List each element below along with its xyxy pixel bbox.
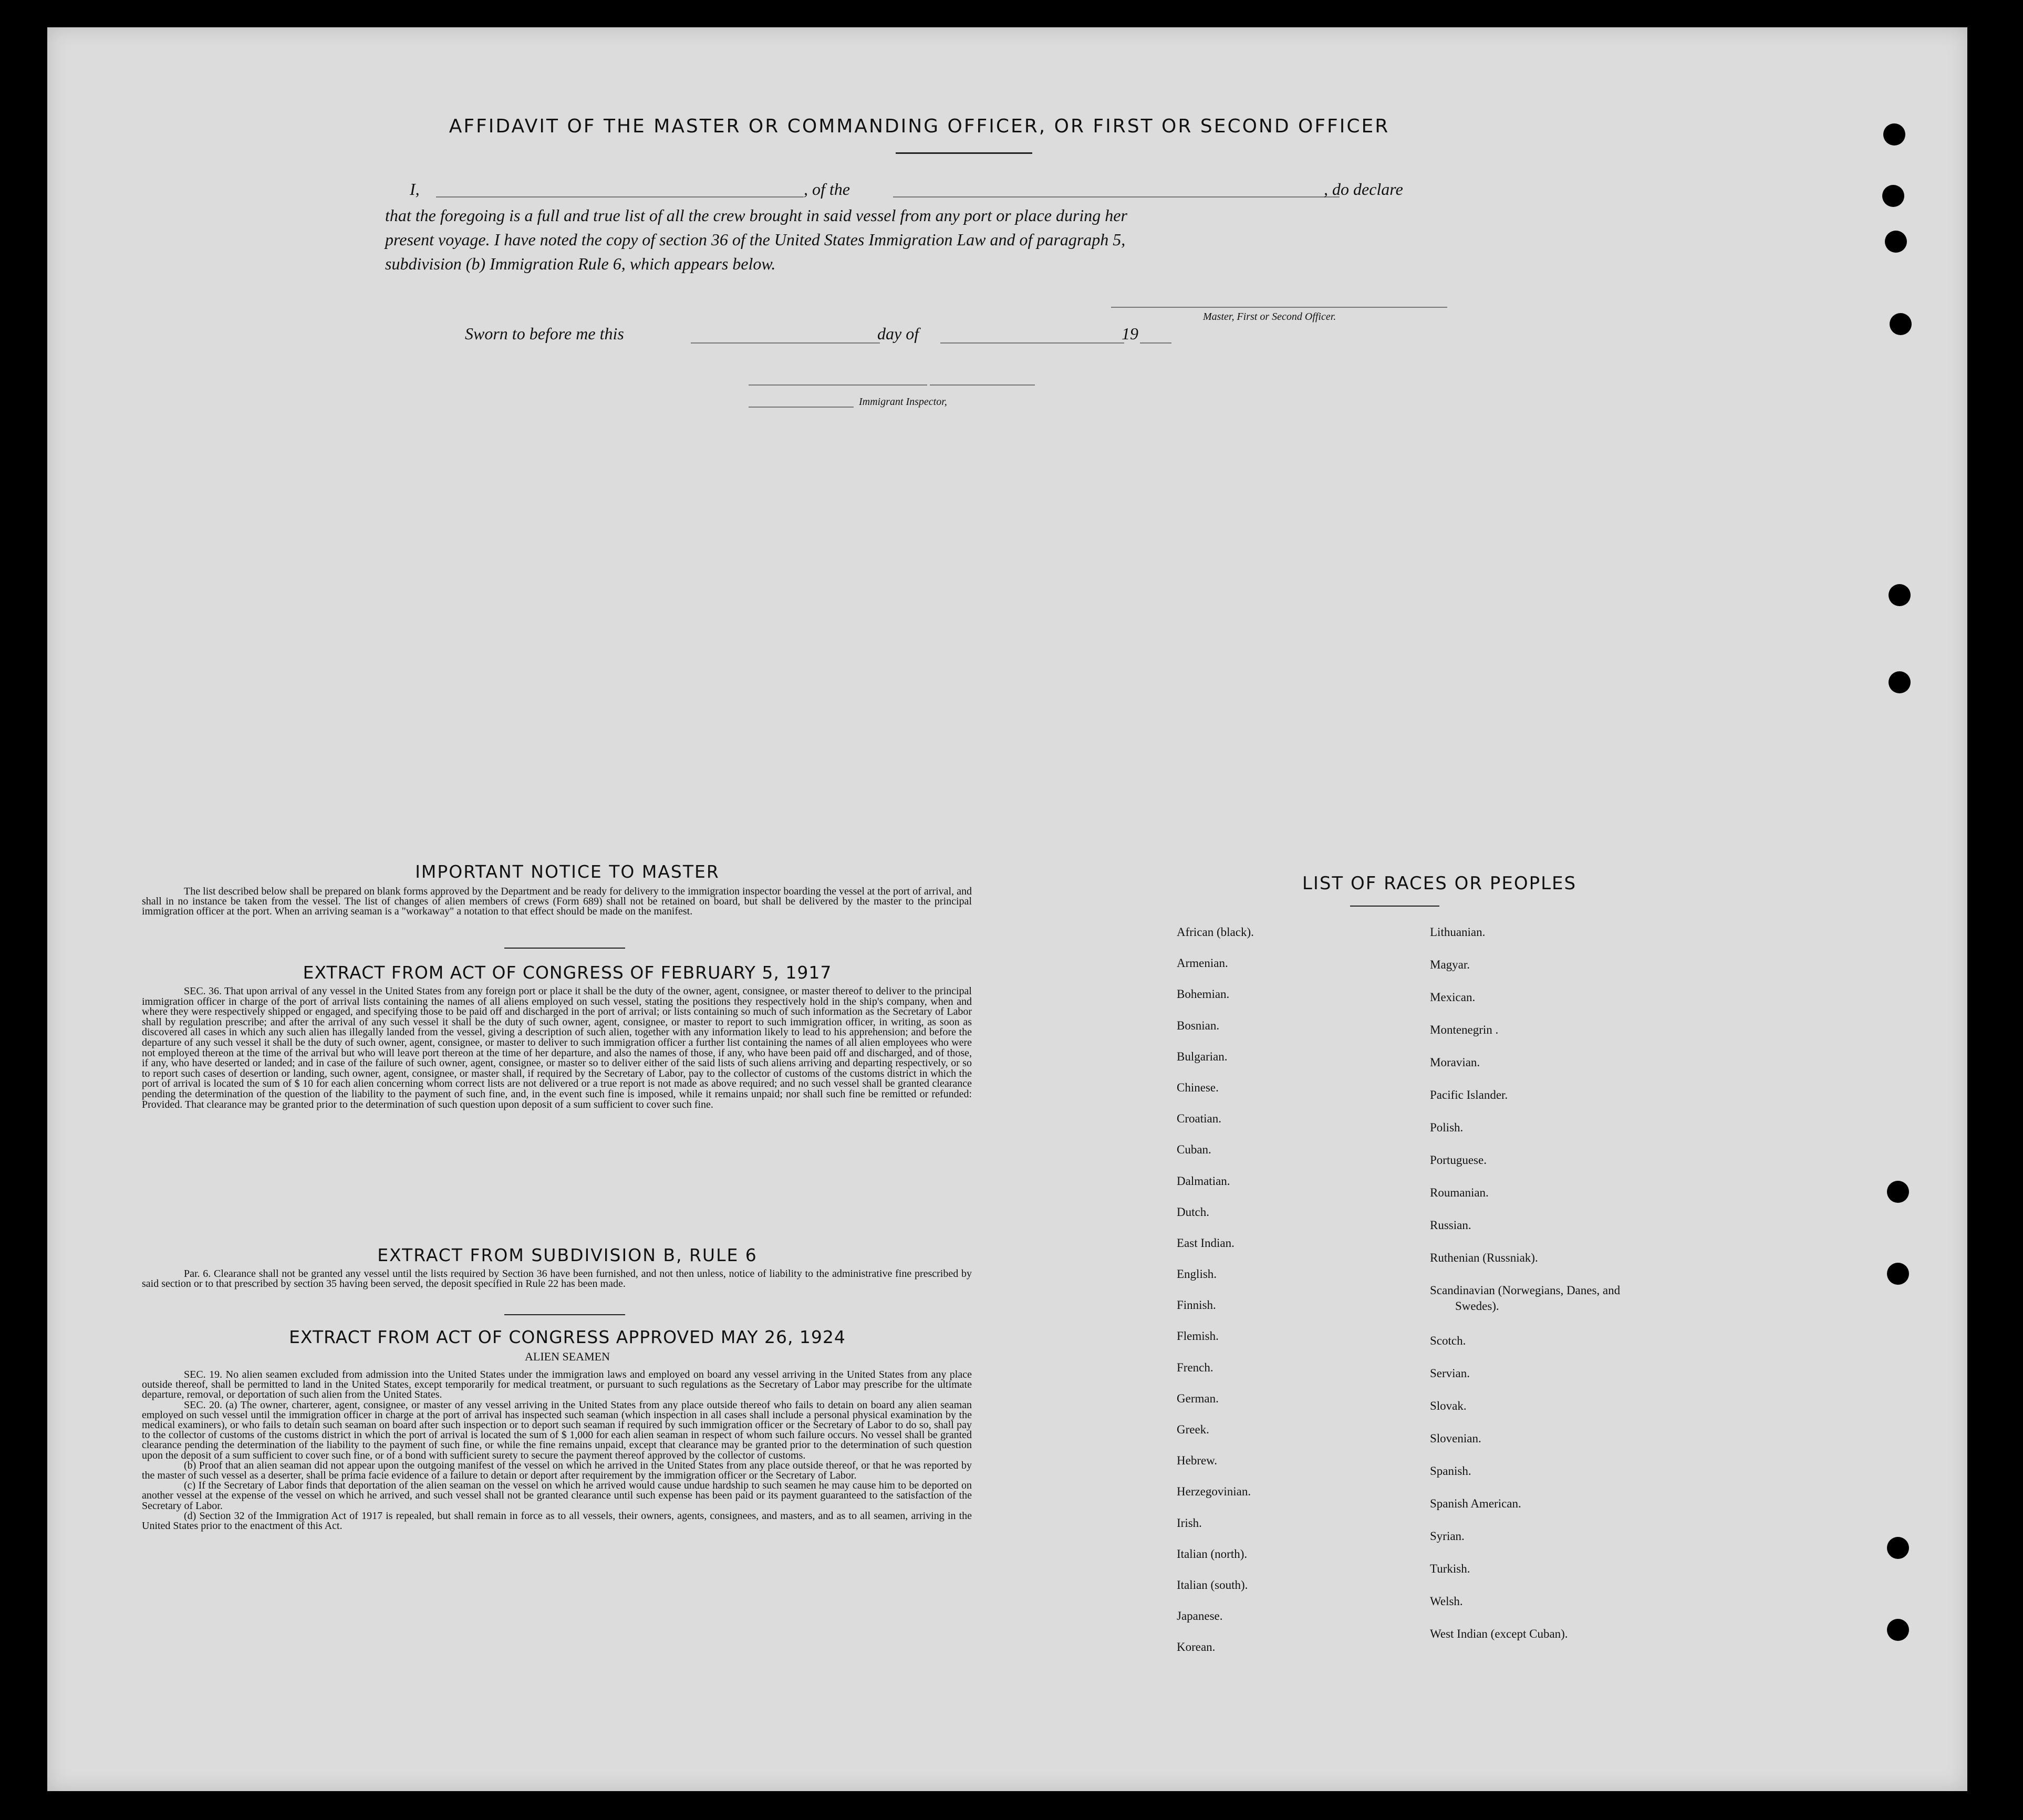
race-item: African (black). [1177, 925, 1254, 939]
sec-20a-text: SEC. 20. (a) The owner, charterer, agent, consignee, or master of any vessel arriving in the United States from any place outside thereof who fails to detain on board any alien seaman employed on such vessel until the immigration officer in charge at the port of arrival has inspected such seaman (which inspection in all cases shall include a personal physical examination by the medical examiners), or who fails to detain such seaman on board after such inspection or to deport such seaman if required by such immigration officer or the Secretary of Labor to do so, shall pay to the collector of customs of the customs district in which the port of arrival is located the sum of $ 1,000 for each alien seaman in respect of whom such failure occurs. No vessel shall be granted clearance pending the determination of the liability to the payment of such fine, or while the fine remains unpaid, except that clearance may be granted prior to the determination of such question upon the deposit of a sum sufficient to cover such fine, or of a bond with sufficient surety to secure the payment thereof approved by the collector of customs. [142, 1399, 972, 1461]
race-item: Dalmatian. [1177, 1174, 1230, 1188]
punch-hole [1887, 1537, 1909, 1559]
affidavit-declaration [385, 203, 1446, 276]
extract-1924-body [142, 1370, 972, 1531]
race-item: Roumanian. [1430, 1186, 1489, 1199]
races-title-underline [1350, 906, 1439, 907]
races-column-1 [1177, 924, 1408, 1671]
race-item: Bohemian. [1177, 987, 1230, 1001]
extract-1924-title: EXTRACT FROM ACT OF CONGRESS APPROVED MAY 26, 1924 [289, 1327, 846, 1347]
punch-hole [1887, 1263, 1909, 1285]
notice-divider [504, 948, 625, 949]
race-item: Montenegrin . [1430, 1023, 1499, 1036]
race-item: Scandinavian (Norwegians, Danes, and Swedes). [1430, 1284, 1621, 1313]
race-item: Korean. [1177, 1640, 1216, 1654]
race-item: Scotch. [1430, 1334, 1466, 1347]
title-underline [896, 152, 1032, 154]
rule6-text: Par. 6. Clearance shall not be granted any vessel until the lists required by Section 36 have been furnished, and not then unless, notice of liability to the administrative fine prescribed by said section or to that prescribed by section 35 having been served, the deposit specified in Rule 22 has been made. [142, 1268, 972, 1289]
sec-20d-text: (d) Section 32 of the Immigration Act of 1917 is repealed, but shall remain in force as to all vessels, their owners, agents, consignees, and masters, and as to all seamen, arriving in the United States prior to the enactment of this Act. [142, 1510, 972, 1532]
punch-hole [1883, 123, 1905, 145]
race-item: French. [1177, 1360, 1213, 1374]
race-item: Pacific Islander. [1430, 1088, 1508, 1101]
rule6-divider [504, 1314, 625, 1315]
race-item: Polish. [1430, 1121, 1464, 1134]
race-item: Cuban. [1177, 1143, 1211, 1157]
immigrant-inspector-label: Immigrant Inspector, [859, 396, 947, 408]
extract-1917-text: SEC. 36. That upon arrival of any vessel in the United States from any foreign port or place it shall be the duty of the owner, agent, consignee, or master thereof to deliver to the principal immigration officer in charge of the port of arrival lists containing the names of all aliens employed on such vessel, stating the positions they respectively hold in the ship's company, when and where they were respectively shipped or engaged, and specifying those to be paid off and discharged in the port of arrival; or lists containing so much of such information as the Secretary of Labor shall by regulation prescribe; and after the arrival of any such vessel it shall be the duty of such owner, agent, consignee, or master to report to such immigration officer, in writing, as soon as discovered all cases in which any such alien has illegally landed from the vessel, giving a description of such alien, together with any information likely to lead to his apprehension; and before the departure of any such vessel it shall be the duty of such owner, agent, consignee, or master to deliver to such immigration officer a further list containing the names of all alien employees who were not employed thereon at the time of the arrival but who will leave port thereon at the time of her departure, and also the names of those, if any, who have been paid off and discharged, and of those, if any, who have deserted or landed; and in case of the failure of such owner, agent, consignee, or master so to deliver either of the said lists of such aliens arriving and departing respectively, or so to report such cases of desertion or landing, such owner, agent, consignee, or master shall, if required by the Secretary of Labor, pay to the collector of customs of the customs district in which the port of arrival is located the sum of $ 10 for each alien concerning whom correct lists are not delivered or a true report is not made as above required; and no such vessel shall be granted clearance pending the determination of the question of the liability to the payment of such fine, and, in the event such fine is imposed, while it remains unpaid; nor shall such fine be remitted or refunded: Provided. That clearance may be granted prior to the determination of such question upon deposit of a sum sufficient to cover such fine. [142, 985, 972, 1110]
month-blank-line [940, 342, 1124, 344]
name-blank-line [436, 196, 804, 197]
race-item: Slovak. [1430, 1399, 1467, 1412]
year-blank-line [1140, 342, 1171, 344]
race-item: English. [1177, 1267, 1217, 1281]
affidavit-line-2: present voyage. I have noted the copy of section 36 of the United States Immigration Law and of paragraph 5, [385, 230, 1126, 249]
race-item: Russian. [1430, 1219, 1471, 1232]
extract-1924-subtitle: ALIEN SEAMEN [525, 1350, 610, 1363]
race-item: Turkish. [1430, 1562, 1470, 1575]
race-item: Magyar. [1430, 958, 1470, 971]
race-item: Italian (north). [1177, 1547, 1248, 1561]
sec-20b-text: (b) Proof that an alien seaman did not appear upon the outgoing manifest of the vessel on which he arrived in the United States from any place outside thereof, or that he was reported by the master of such vessel as a deserter, shall be prima facie evidence of a failure to detain or deport after requirement by the immigration officer or the Secretary of Labor. [142, 1459, 972, 1482]
day-blank-line [691, 342, 880, 344]
race-item: German. [1177, 1391, 1219, 1405]
master-signature-line [1111, 307, 1447, 308]
punch-hole [1887, 1619, 1909, 1641]
races-title: LIST OF RACES OR PEOPLES [1302, 873, 1577, 894]
extract-1917-title: EXTRACT FROM ACT OF CONGRESS OF FEBRUARY 5, 1917 [303, 962, 832, 983]
punch-hole [1889, 584, 1911, 606]
affidavit-line-1: that the foregoing is a full and true list of all the crew brought in said vessel from any port or place during her [385, 206, 1127, 225]
race-item: Servian. [1430, 1367, 1470, 1380]
race-item: Moravian. [1430, 1056, 1480, 1069]
race-item: East Indian. [1177, 1236, 1234, 1250]
sworn-label: Sworn to before me this [465, 324, 624, 343]
manifest-page [47, 27, 1967, 1791]
affidavit-line-3: subdivision (b) Immigration Rule 6, which appears below. [385, 254, 776, 273]
race-item: Herzegovinian. [1177, 1485, 1251, 1499]
race-item: Flemish. [1177, 1329, 1219, 1343]
affidavit-i-label: I, [410, 180, 420, 199]
race-item: Mexican. [1430, 991, 1476, 1004]
race-item: Bulgarian. [1177, 1049, 1228, 1063]
race-item: Spanish. [1430, 1464, 1471, 1478]
race-item: Finnish. [1177, 1298, 1216, 1312]
sec-20c-text: (c) If the Secretary of Labor finds that deportation of the alien seaman on the vessel on which he arrived would cause undue hardship to such seamen he may cause him to be deported on another vessel at the expense of the vessel on which he arrived, and such vessel shall not be granted clearance until such expense has been paid or its payment guaranteed to the satisfaction of the Secretary of Labor. [142, 1480, 972, 1512]
inspector-line-c [749, 407, 854, 408]
race-item: Croatian. [1177, 1112, 1221, 1126]
notice-title: IMPORTANT NOTICE TO MASTER [415, 861, 720, 882]
vessel-blank-line [893, 196, 1340, 197]
race-item: Armenian. [1177, 956, 1228, 970]
race-item: Bosnian. [1177, 1018, 1220, 1032]
master-signature-label: Master, First or Second Officer. [1203, 311, 1336, 323]
race-item: Syrian. [1430, 1530, 1465, 1543]
races-column-2 [1430, 924, 1640, 1659]
race-item: Chinese. [1177, 1080, 1219, 1094]
rule6-title: EXTRACT FROM SUBDIVISION B, RULE 6 [377, 1245, 758, 1265]
race-item: Hebrew. [1177, 1454, 1218, 1468]
race-item: Greek. [1177, 1423, 1209, 1436]
affidavit-of-the: , of the [804, 180, 850, 199]
race-item: Ruthenian (Russniak). [1430, 1251, 1538, 1264]
punch-hole [1882, 185, 1904, 207]
race-item: Spanish American. [1430, 1497, 1521, 1510]
affidavit-title: AFFIDAVIT OF THE MASTER OR COMMANDING OFFICER, OR FIRST OR SECOND OFFICER [449, 116, 1390, 137]
race-item: Irish. [1177, 1516, 1202, 1530]
race-item: Portuguese. [1430, 1153, 1487, 1167]
punch-hole [1890, 313, 1912, 335]
race-item: West Indian (except Cuban). [1430, 1627, 1568, 1640]
year-prefix: 19 [1122, 324, 1138, 343]
punch-hole [1887, 1181, 1909, 1203]
affidavit-do-declare: , do declare [1324, 180, 1403, 199]
inspector-line-a [749, 384, 927, 386]
race-item: Welsh. [1430, 1595, 1463, 1608]
punch-hole [1885, 231, 1907, 253]
day-of-label: day of [877, 324, 919, 343]
race-item: Italian (south). [1177, 1578, 1248, 1592]
inspector-line-b [930, 384, 1035, 386]
punch-hole [1889, 671, 1911, 693]
race-item: Dutch. [1177, 1205, 1209, 1219]
notice-text: The list described below shall be prepared on blank forms approved by the Department and be ready for delivery to the immigration inspector boarding the vessel at the port of arrival, and shall in no instance be taken from the vessel. The list of changes of alien members of crews (Form 689) shall not be retained on board, but shall be delivered by the master to the principal immigration officer at the port. When an arriving seaman is a "workaway" a notation to that effect should be made on the manifest. [142, 886, 972, 917]
race-item: Japanese. [1177, 1609, 1223, 1623]
race-item: Slovenian. [1430, 1432, 1481, 1445]
race-item: Lithuanian. [1430, 925, 1486, 939]
sec-19-text: SEC. 19. No alien seamen excluded from admission into the United States under the immigration laws and employed on board any vessel arriving in the United States from any place outside thereof, shall be permitted to land in the United States, except temporarily for medical treatment, or pursuant to such regulations as the Secretary of Labor may prescribe for the ultimate departure, removal, or deportation of such alien from the United States. [142, 1369, 972, 1401]
